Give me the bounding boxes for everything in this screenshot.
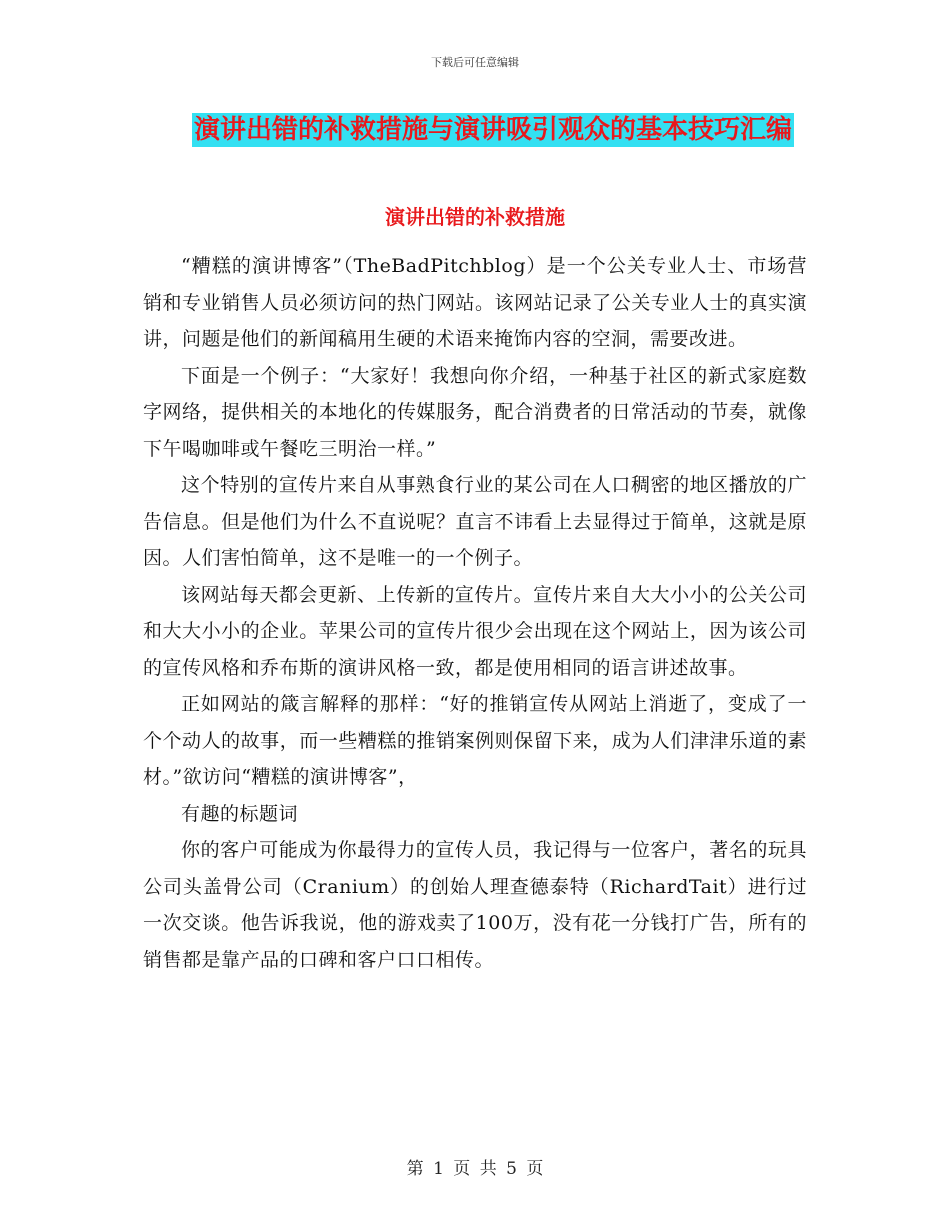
paragraph: 正如网站的箴言解释的那样：“好的推销宣传从网站上消逝了，变成了一个个动人的故事，而一些糟糕的推销案例则保留下来，成为人们津津乐道的素材。”欲访问“糟糕的演讲博客”， [143, 693, 807, 788]
paragraph: “糟糕的演讲博客”（TheBadPitchblog）是一个公关专业人士、市场营销和专业销售人员必须访问的热门网站。该网站记录了公关专业人士的真实演讲，问题是他们的新闻稿用生硬的术语来掩饰内容的空洞，需要改进。 [143, 255, 807, 350]
paragraph-subheading: 有趣的标题词 [181, 802, 299, 825]
page-number: 第 1 页 共 5 页 [406, 1159, 544, 1179]
paragraph: 该网站每天都会更新、上传新的宣传片。宣传片来自大大小小的公关公司和大大小小的企业。苹果公司的宣传片很少会出现在这个网站上，因为该公司的宣传风格和乔布斯的演讲风格一致，都是使用相同的语言讲述故事。 [143, 583, 807, 679]
document-title-container [192, 113, 794, 147]
section-title: 演讲出错的补救措施 [385, 205, 565, 229]
paragraph: 你的客户可能成为你最得力的宣传人员，我记得与一位客户，著名的玩具公司头盖骨公司（Cranium）的创始人理查德泰特（RichardTait）进行过一次交谈。他告诉我说，他的游戏卖了100万，没有花一分钱打广告，所有的销售都是靠产品的口碑和客户口口相传。 [143, 839, 807, 971]
document-title: 演讲出错的补救措施与演讲吸引观众的基本技巧汇编 [194, 115, 793, 145]
header-note: 下载后可任意编辑 [431, 56, 519, 69]
body-text [143, 248, 807, 978]
paragraph: 这个特别的宣传片来自从事熟食行业的某公司在人口稠密的地区播放的广告信息。但是他们为什么不直说呢？直言不讳看上去显得过于简单，这就是原因。人们害怕简单，这不是唯一的一个例子。 [143, 474, 807, 569]
paragraph: 下面是一个例子：“大家好！我想向你介绍，一种基于社区的新式家庭数字网络，提供相关的本地化的传媒服务，配合消费者的日常活动的节奏，就像下午喝咖啡或午餐吃三明治一样。” [143, 364, 807, 460]
